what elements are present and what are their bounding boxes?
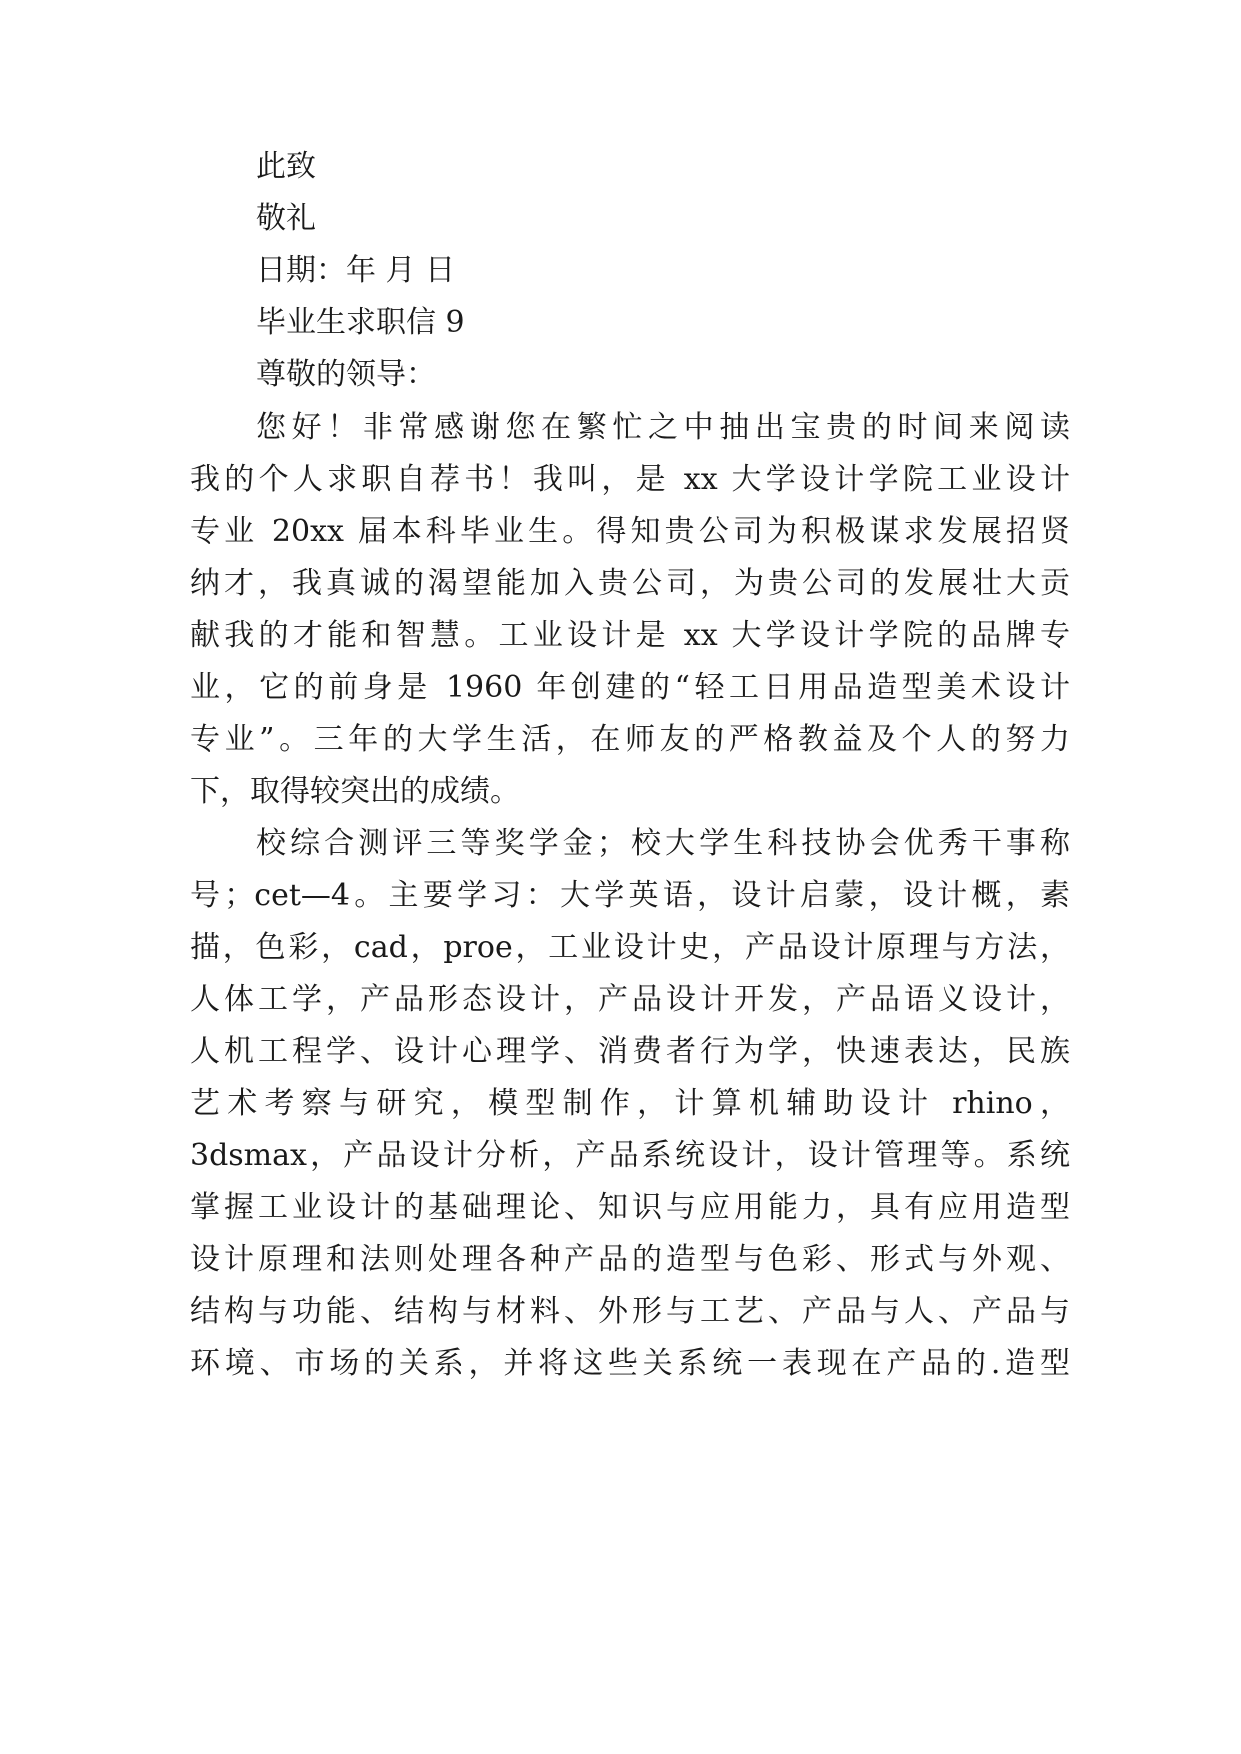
paragraph-line: 结构与功能、结构与材料、外形与工艺、产品与人、产品与 [190,1294,1070,1329]
paragraph-line: 专业 20xx 届本科毕业生。得知贵公司为积极谋求发展招贤 [190,514,1070,549]
paragraph-line: 人体工学，产品形态设计，产品设计开发，产品语义设计， [190,982,1070,1017]
letter-title: 毕业生求职信 9 [256,305,465,340]
paragraph-line: 业，它的前身是 1960 年创建的“轻工日用品造型美术设计 [190,670,1070,705]
paragraph-line: 掌握工业设计的基础理论、知识与应用能力，具有应用造型 [190,1190,1070,1225]
paragraph-line: 纳才，我真诚的渴望能加入贵公司，为贵公司的发展壮大贡 [190,566,1070,601]
paragraph-line: 人机工程学、设计心理学、消费者行为学，快速表达，民族 [190,1034,1070,1069]
paragraph-line: 描，色彩，cad，proe，工业设计史，产品设计原理与方法， [190,930,1070,965]
paragraph-line: 环境、市场的关系，并将这些关系统一表现在产品的.造型 [190,1346,1070,1381]
paragraph-line: 献我的才能和智慧。工业设计是 xx 大学设计学院的品牌专 [190,618,1070,653]
closing-respect: 敬礼 [256,201,316,236]
paragraph-line: 号；cet—4。主要学习：大学英语，设计启蒙，设计概，素 [190,878,1070,913]
paragraph-line: 您好！非常感谢您在繁忙之中抽出宝贵的时间来阅读 [256,410,1070,445]
paragraph-line: 设计原理和法则处理各种产品的造型与色彩、形式与外观、 [190,1242,1070,1277]
paragraph-line: 3dsmax，产品设计分析，产品系统设计，设计管理等。系统 [190,1138,1070,1173]
paragraph-line: 校综合测评三等奖学金；校大学生科技协会优秀干事称 [256,826,1070,861]
letter-greeting: 尊敬的领导： [256,357,436,392]
paragraph-line: 我的个人求职自荐书！我叫，是 xx 大学设计学院工业设计 [190,462,1070,497]
paragraph-line: 艺术考察与研究，模型制作，计算机辅助设计 rhino， [190,1086,1070,1121]
paragraph-line: 专业”。三年的大学生活，在师友的严格教益及个人的努力 [190,722,1070,757]
paragraph-line: 下，取得较突出的成绩。 [190,774,520,809]
closing-date: 日期：年 月 日 [256,253,456,288]
closing-salutation: 此致 [256,149,316,184]
